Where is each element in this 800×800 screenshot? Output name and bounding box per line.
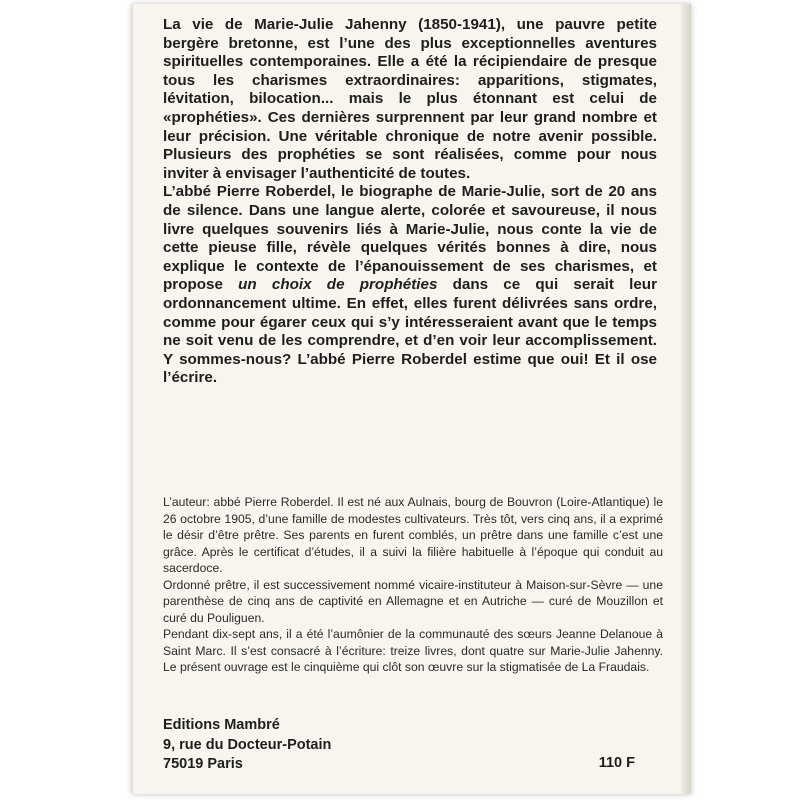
bio-paragraph-3: Pendant dix-sept ans, il a été l’aumônier de la communauté des sœurs Jeanne Delanoue à Saint Marc. Il s’est consacré à l’écriture: treize livres, dont quatre sur Marie-Julie Jahenny. Le présent ouvrage est le cinquième qui clôt son œuvre sur la stigmatisée de La Fraudais. [163, 627, 663, 674]
book-summary [163, 16, 657, 388]
bio-paragraph-1: L’auteur: abbé Pierre Roberdel. Il est né aux Aulnais, bourg de Bouvron (Loire-Atlantique) le 26 octobre 1905, d’une famille de modestes cultivateurs. Très tôt, vers cinq ans, il a exprimé le désir d’être prêtre. Ses parents en furent comblés, un prêtre dans une famille c’est une grâce. Après le certificat d’études, il a suivi la filière habituelle à l’époque qui conduit au sacerdoce. [163, 495, 663, 575]
summary-paragraph-1: La vie de Marie-Julie Jahenny (1850-1941), une pauvre petite bergère bretonne, est l’une des plus exceptionnelles aventures spirituelles contemporaines. Elle a été la récipiendaire de presque tous les charismes extraordinaires: apparitions, stigmates, lévitation, bilocation... mais le plus étonnant est celui de «prophéties». Ces dernières surprennent par leur grand nombre et leur précision. Une véritable chronique de notre avenir possible. Plusieurs des prophéties se sont réalisées, comme pour nous inviter à envisager l’authenticité de toutes. [163, 16, 657, 182]
publisher-city: 75019 Paris [163, 756, 243, 772]
bio-paragraph-2: Ordonné prêtre, il est successivement nommé vicaire-instituteur à Maison-sur-Sèvre — une parenthèse de cinq ans de captivité en Allemagne et en Autriche — curé de Mouzillon et curé du Pouliguen. [163, 577, 663, 625]
book-spine-edge [681, 4, 691, 794]
price-label: 110 F [598, 755, 635, 771]
summary-paragraph-2-start: L’abbé Pierre Roberdel, le biographe de Marie-Julie, sort de 20 ans de silence. Dans une langue alerte, colorée et savoureuse, il nous livre quelques souvenirs liés à Marie-Julie, nous conte la vie de cette pieuse fille, révèle quelques vérités bonnes à dire, nous explique le contexte de l’épanouissement de ses charismes, et propose [163, 183, 657, 294]
publisher-street: 9, rue du Docteur-Potain [163, 736, 332, 753]
book-back-cover [132, 4, 691, 794]
summary-paragraph-2-end: dans ce qui serait leur ordonnancement ultime. En effet, elles furent délivrées sans ordre, comme pour égarer ceux qui s’y intéresseraient avant que le temps ne soit venu de les comprendre, et d’en voir leur accomplissement. Y sommes-nous? L’abbé Pierre Roberdel estime que oui! Et il ose l’écrire. [163, 276, 657, 387]
summary-italic-phrase: un choix de prophéties [238, 276, 438, 294]
publisher-name: Editions Mambré [163, 717, 280, 733]
publisher-address [163, 716, 463, 775]
summary-paragraph-2 [163, 183, 657, 388]
author-bio [163, 494, 663, 676]
